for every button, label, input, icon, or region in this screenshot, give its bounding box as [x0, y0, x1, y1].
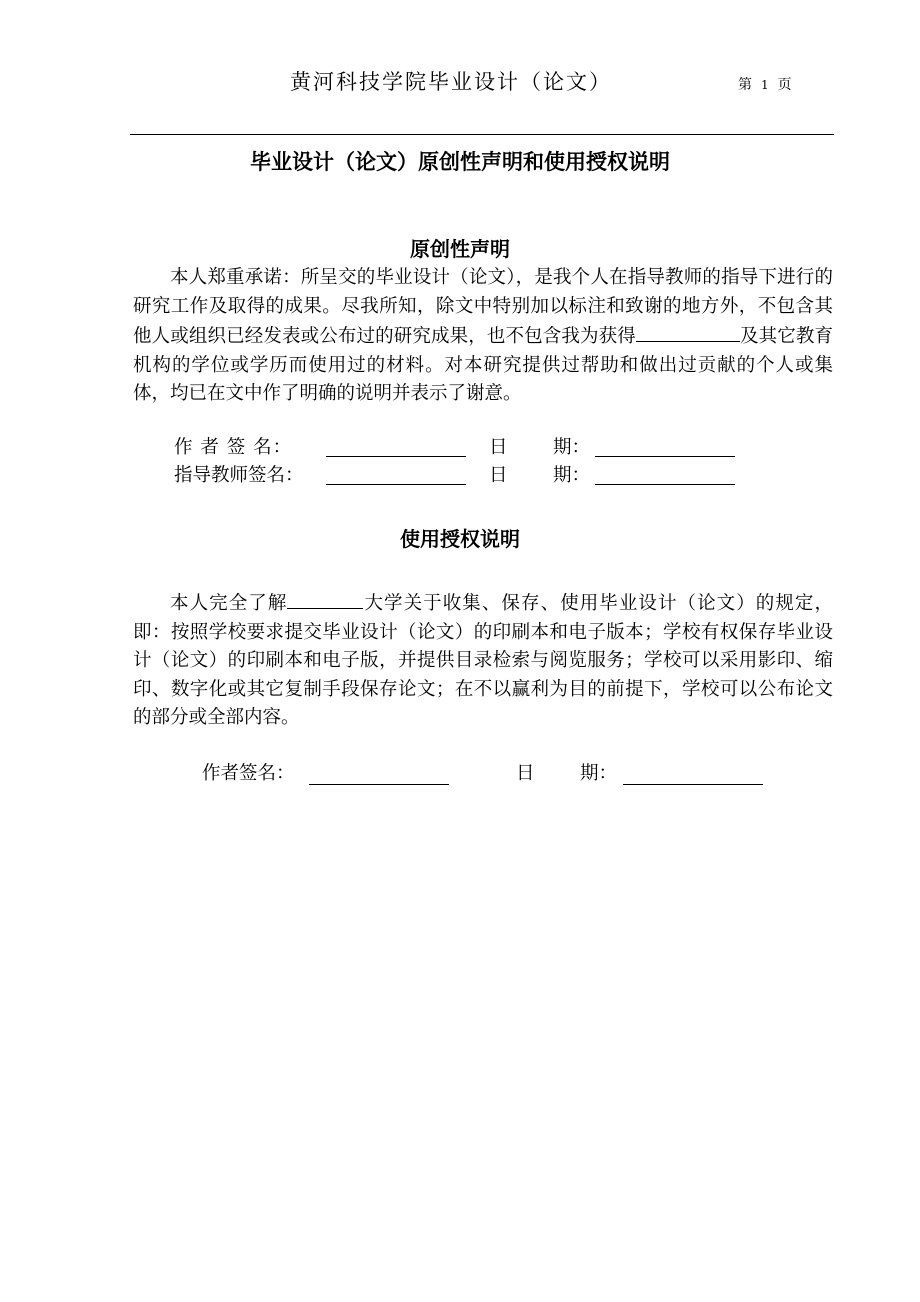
originality-section-title: 原创性声明 — [410, 237, 510, 261]
authorization-paragraph — [133, 588, 833, 733]
header-divider — [130, 134, 834, 135]
page-number-value: 1 — [761, 78, 769, 92]
originality-text-part2: 及其它教育机构的学位或学历而使用过的材料。对本研究提供过帮助和做出过贡献的个人或集体，均已在文中作了明确的说明并表示了谢意。 — [133, 326, 833, 404]
author-signature-label: 作 者 签 名： — [174, 437, 293, 458]
date-label-period: 期： — [553, 437, 591, 458]
authorization-section-title: 使用授权说明 — [400, 527, 520, 551]
originality-paragraph — [133, 264, 833, 409]
degree-blank-field[interactable] — [636, 321, 740, 342]
header-title: 黄河科技学院毕业设计（论文） — [290, 70, 612, 94]
advisor-date-field[interactable] — [595, 484, 735, 485]
date-label-day: 日 — [489, 437, 508, 458]
author-signature-field[interactable] — [326, 456, 466, 457]
authorization-date-label-period: 期： — [580, 763, 618, 784]
author-date-field[interactable] — [595, 456, 735, 457]
advisor-date-label-day: 日 — [489, 465, 508, 486]
originality-text-part1: 本人郑重承诺：所呈交的毕业设计（论文），是我个人在指导教师的指导下进行的研究工作及取得的成果。尽我所知，除文中特别加以标注和致谢的地方外，不包含其他人或组织已经发表或公布过的研究成果，也不包含我为获得 — [133, 267, 833, 347]
advisor-signature-label: 指导教师签名： — [174, 465, 304, 486]
university-blank-field[interactable] — [287, 588, 363, 609]
authorization-text-part1: 本人完全了解 — [170, 593, 288, 614]
authorization-author-field[interactable] — [309, 784, 449, 785]
advisor-signature-field[interactable] — [326, 484, 466, 485]
page-suffix: 页 — [777, 77, 792, 93]
authorization-date-field[interactable] — [623, 784, 763, 785]
page-number — [738, 74, 792, 94]
advisor-date-label-period: 期： — [553, 465, 591, 486]
document-title: 毕业设计（论文）原创性声明和使用授权说明 — [250, 150, 670, 174]
authorization-text-part2: 大学关于收集、保存、使用毕业设计（论文）的规定，即：按照学校要求提交毕业设计（论文）的印刷本和电子版本；学校有权保存毕业设计（论文）的印刷本和电子版，并提供目录检索与阅览服务；学校可以采用影印、缩印、数字化或其它复制手段保存论文；在不以赢利为目的前提下，学校可以公布论文的部分或全部内容。 — [133, 593, 833, 728]
authorization-date-label-day: 日 — [516, 763, 535, 784]
authorization-author-label: 作者签名： — [202, 763, 295, 784]
page-prefix: 第 — [738, 77, 752, 93]
